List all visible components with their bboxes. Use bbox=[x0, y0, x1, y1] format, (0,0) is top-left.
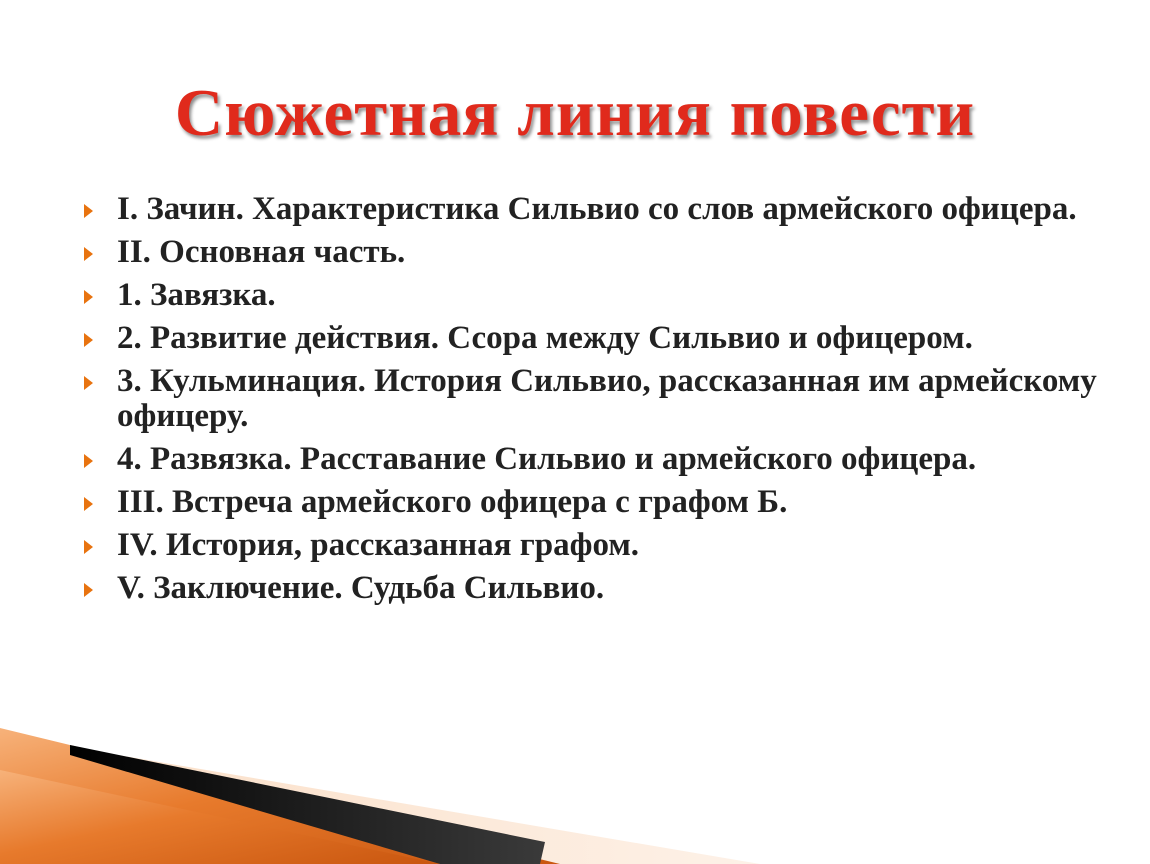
list-item bbox=[80, 192, 1110, 227]
bullet-arrow-icon bbox=[84, 376, 93, 390]
list-item bbox=[80, 364, 1110, 434]
list-item bbox=[80, 442, 1110, 477]
list-item-text: 3. Кульминация. История Сильвио, рассказанная им армейскому офицеру. bbox=[117, 363, 1097, 434]
bullet-arrow-icon bbox=[84, 247, 93, 261]
list-item-text: 4. Развязка. Расставание Сильвио и армейского офицера. bbox=[117, 441, 977, 477]
bullet-arrow-icon bbox=[84, 333, 93, 347]
list-item bbox=[80, 528, 1110, 563]
list-item-text: I. Зачин. Характеристика Сильвио со слов армейского офицера. bbox=[117, 191, 1077, 227]
bullet-arrow-icon bbox=[84, 290, 93, 304]
bullet-arrow-icon bbox=[84, 583, 93, 597]
list-item bbox=[80, 235, 1110, 270]
bullet-arrow-icon bbox=[84, 540, 93, 554]
slide-title: Сюжетная линия повести bbox=[174, 76, 976, 150]
outline-list bbox=[80, 192, 1110, 614]
list-item-text: IV. История, рассказанная графом. bbox=[117, 527, 640, 563]
bullet-arrow-icon bbox=[84, 454, 93, 468]
list-item-text: V. Заключение. Судьба Сильвио. bbox=[117, 570, 605, 606]
list-item bbox=[80, 278, 1110, 313]
list-item bbox=[80, 321, 1110, 356]
list-item-text: 1. Завязка. bbox=[117, 277, 276, 313]
bullet-arrow-icon bbox=[84, 497, 93, 511]
list-item-text: II. Основная часть. bbox=[117, 234, 406, 270]
list-item-text: III. Встреча армейского офицера с графом Б. bbox=[117, 484, 788, 520]
list-item bbox=[80, 485, 1110, 520]
list-item bbox=[80, 571, 1110, 606]
bullet-arrow-icon bbox=[84, 204, 93, 218]
list-item-text: 2. Развитие действия. Ссора между Сильвио и офицером. bbox=[117, 320, 973, 356]
